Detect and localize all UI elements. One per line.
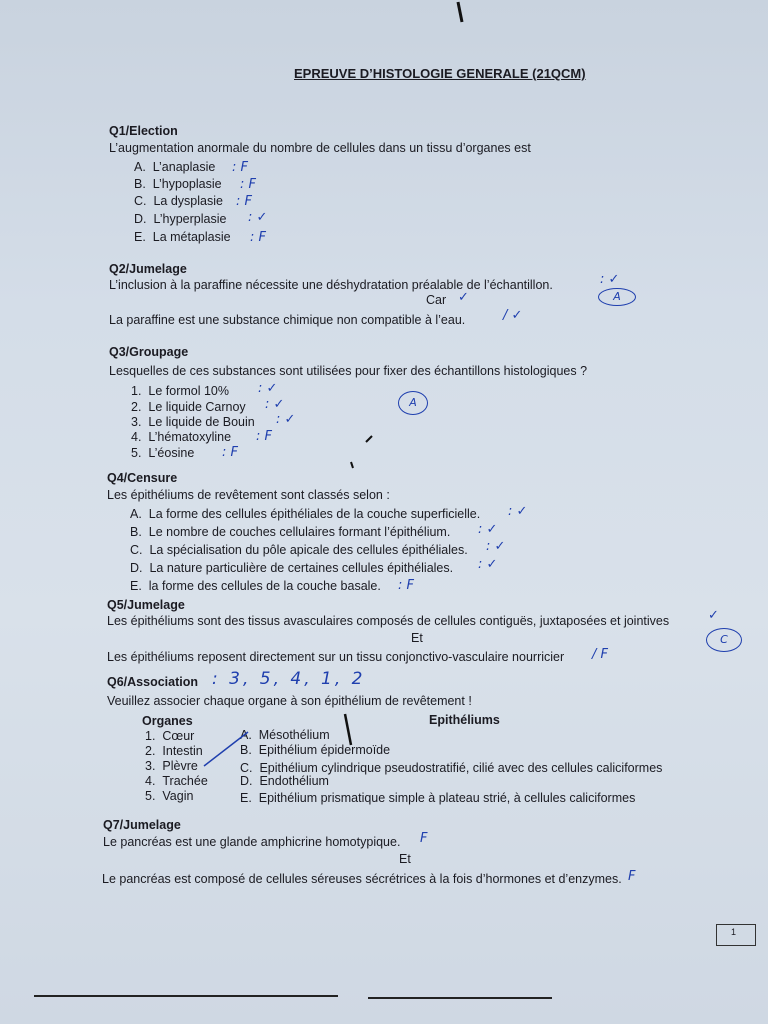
q1-option-c-mark: : F bbox=[236, 194, 252, 209]
q5-heading: Q5/Jumelage bbox=[107, 598, 185, 612]
q2-connector: Car bbox=[426, 293, 447, 307]
q3-option-3: 3. Le liquide de Bouin bbox=[131, 415, 255, 429]
q5-answer-circle: C bbox=[706, 628, 742, 652]
ink-mark bbox=[345, 714, 351, 745]
q6-epithelium-d: D. Endothélium bbox=[240, 774, 329, 788]
q3-heading: Q3/Groupage bbox=[109, 345, 189, 359]
q4-option-b-mark: : ✓ bbox=[478, 522, 498, 537]
q1-option-a-mark: : F bbox=[232, 160, 248, 175]
q4-option-b: B. Le nombre de couches cellulaires formant l’épithélium. bbox=[130, 525, 451, 539]
q4-option-d: D. La nature particulière de certaines cellules épithéliales. bbox=[130, 561, 454, 575]
q3-option-1-mark: : ✓ bbox=[258, 381, 278, 396]
page-number-box bbox=[716, 924, 756, 946]
q1-option-b: B. L’hypoplasie bbox=[134, 177, 222, 191]
q2-connector-mark: ✓ bbox=[458, 290, 469, 305]
q5-statement-2: Les épithéliums reposent directement sur un tissu conjonctivo-vasculaire nourricier bbox=[107, 650, 565, 664]
q3-option-2: 2. Le liquide Carnoy bbox=[131, 400, 246, 414]
page-title: EPREUVE D’HISTOLOGIE GENERALE (21QCM) bbox=[294, 66, 586, 81]
q6-organ-1: 1. Cœur bbox=[145, 729, 195, 743]
q1-heading: Q1/Election bbox=[109, 124, 178, 138]
q1-option-b-mark: : F bbox=[240, 177, 256, 192]
q7-heading: Q7/Jumelage bbox=[103, 818, 181, 832]
q7-statement-1-mark: F bbox=[420, 831, 428, 846]
q4-option-c: C. La spécialisation du pôle apicale des cellules épithéliales. bbox=[130, 543, 468, 557]
q3-option-5: 5. L’éosine bbox=[131, 446, 195, 460]
q2-statement-2-mark: / ✓ bbox=[503, 308, 523, 323]
q7-statement-1: Le pancréas est une glande amphicrine homotypique. bbox=[103, 835, 401, 849]
q1-option-d: D. L’hyperplasie bbox=[134, 212, 227, 226]
q3-option-5-mark: : F bbox=[222, 445, 238, 460]
q3-option-4-mark: : F bbox=[256, 429, 272, 444]
q1-stem: L’augmentation anormale du nombre de cellules dans un tissu d’organes est bbox=[109, 141, 531, 155]
q6-organ-4: 4. Trachée bbox=[145, 774, 208, 788]
ink-speck bbox=[351, 462, 353, 468]
q3-option-2-mark: : ✓ bbox=[265, 397, 285, 412]
q4-option-e: E. la forme des cellules de la couche basale. bbox=[130, 579, 381, 593]
q7-connector: Et bbox=[399, 852, 411, 866]
q6-epithelium-c: C. Epithélium cylindrique pseudostratifié, cilié avec des cellules caliciformes bbox=[240, 761, 663, 775]
q5-statement-1-mark: ✓ bbox=[708, 608, 719, 623]
q6-epithelium-a: A. Mésothélium bbox=[240, 728, 330, 742]
q4-heading: Q4/Censure bbox=[107, 471, 178, 485]
q6-heading: Q6/Association bbox=[107, 675, 198, 689]
q6-epithelium-e: E. Epithélium prismatique simple à plateau strié, à cellules caliciformes bbox=[240, 791, 636, 805]
q4-option-a-mark: : ✓ bbox=[508, 504, 528, 519]
q2-statement-1-mark: : ✓ bbox=[600, 272, 620, 287]
q1-option-d-mark: : ✓ bbox=[248, 210, 268, 225]
q4-option-a: A. La forme des cellules épithéliales de la couche superficielle. bbox=[130, 507, 481, 521]
q6-stem: Veuillez associer chaque organe à son épithélium de revêtement ! bbox=[107, 694, 472, 708]
ink-mark-top bbox=[458, 2, 462, 22]
ink-speck bbox=[366, 436, 372, 442]
q2-statement-2: La paraffine est une substance chimique non compatible à l’eau. bbox=[109, 313, 466, 327]
q6-answer: : 3, 5, 4, 1, 2 bbox=[212, 669, 366, 689]
q3-option-3-mark: : ✓ bbox=[276, 412, 296, 427]
q6-epithelium-b: B. Epithélium épidermoïde bbox=[240, 743, 391, 757]
q6-epitheliums-title: Epithéliums bbox=[429, 713, 500, 727]
q3-stem: Lesquelles de ces substances sont utilisées pour fixer des échantillons histologiques ? bbox=[109, 364, 588, 378]
footer-rule-left bbox=[34, 995, 338, 997]
page-number: 1 bbox=[731, 927, 737, 937]
q5-statement-2-mark: / F bbox=[592, 647, 608, 662]
q6-organ-5: 5. Vagin bbox=[145, 789, 194, 803]
q6-organs-title: Organes bbox=[142, 714, 193, 728]
q1-option-e-mark: : F bbox=[250, 230, 266, 245]
q2-statement-1: L’inclusion à la paraffine nécessite une déshydratation préalable de l’échantillon. bbox=[109, 278, 553, 292]
q7-statement-2-mark: F bbox=[628, 869, 636, 884]
q2-heading: Q2/Jumelage bbox=[109, 262, 187, 276]
q1-option-e: E. La métaplasie bbox=[134, 230, 231, 244]
q5-statement-1: Les épithéliums sont des tissus avasculaires composés de cellules contiguës, juxtaposées et jointives bbox=[107, 614, 670, 628]
q3-answer-circle: A bbox=[398, 391, 428, 415]
footer-rule-right bbox=[368, 997, 552, 999]
q2-answer-circle: A bbox=[598, 288, 636, 306]
q6-organ-3: 3. Plèvre bbox=[145, 759, 198, 773]
q4-option-c-mark: : ✓ bbox=[486, 539, 506, 554]
q3-option-4: 4. L’hématoxyline bbox=[131, 430, 232, 444]
q6-connecting-line bbox=[204, 732, 248, 766]
q1-option-c: C. La dysplasie bbox=[134, 194, 223, 208]
q3-option-1: 1. Le formol 10% bbox=[131, 384, 229, 398]
q5-connector: Et bbox=[411, 631, 423, 645]
q4-stem: Les épithéliums de revêtement sont classés selon : bbox=[107, 488, 390, 502]
q7-statement-2: Le pancréas est composé de cellules séreuses sécrétrices à la fois d’hormones et d’enzymes. bbox=[102, 872, 622, 886]
q4-option-d-mark: : ✓ bbox=[478, 557, 498, 572]
q4-option-e-mark: : F bbox=[398, 578, 414, 593]
q1-option-a: A. L’anaplasie bbox=[134, 160, 216, 174]
q6-organ-2: 2. Intestin bbox=[145, 744, 203, 758]
